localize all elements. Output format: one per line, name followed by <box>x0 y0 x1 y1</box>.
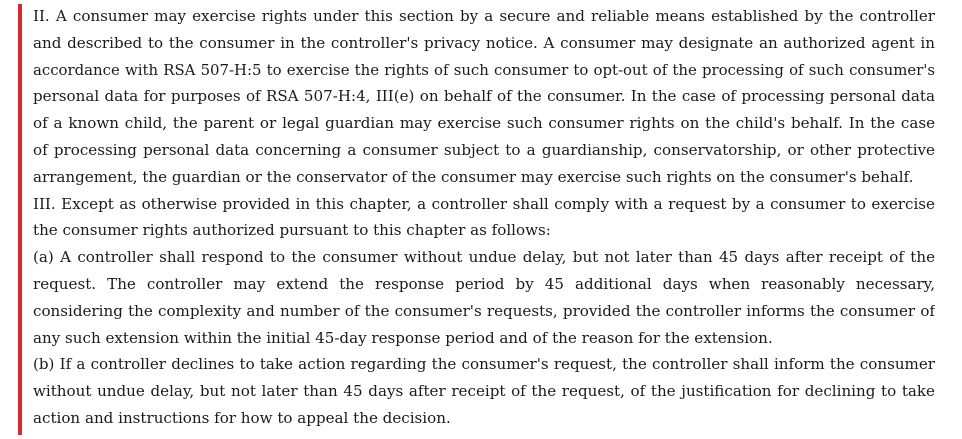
text-line: without undue delay, but not later than 45 days after receipt of the request, of the justification for declining to take <box>33 382 935 401</box>
paragraph-section-iii <box>33 191 935 245</box>
text-line: (b) If a controller declines to take action regarding the consumer's request, the controller shall inform the consumer <box>33 355 935 374</box>
paragraph-section-ii <box>33 3 935 191</box>
text-line: (a) A controller shall respond to the consumer without undue delay, but not later than 45 days after receipt of the <box>33 248 935 267</box>
text-line: accordance with RSA 507-H:5 to exercise the rights of such consumer to opt-out of the processing of such consumer's <box>33 60 935 79</box>
text-line: arrangement, the guardian or the conservator of the consumer may exercise such rights on the consumer's behalf. <box>33 167 914 186</box>
text-line: II. A consumer may exercise rights under this section by a secure and reliable means established by the controller <box>33 7 935 25</box>
paragraph-item-b <box>33 351 935 431</box>
text-line: any such extension within the initial 45-day response period and of the reason for the extension. <box>33 328 773 347</box>
text-line: and described to the consumer in the controller's privacy notice. A consumer may designate an authorized agent in <box>33 33 935 52</box>
change-margin-bar <box>18 4 22 435</box>
text-line: the consumer rights authorized pursuant to this chapter as follows: <box>33 221 551 240</box>
text-line: of a known child, the parent or legal guardian may exercise such consumer rights on the child's behalf. In the case <box>33 114 935 133</box>
text-line: action and instructions for how to appeal the decision. <box>33 408 451 427</box>
text-line: personal data for purposes of RSA 507-H:4, III(e) on behalf of the consumer. In the case of processing personal data <box>33 87 935 106</box>
statute-text <box>33 3 935 432</box>
text-line: considering the complexity and number of the consumer's requests, provided the controller informs the consumer of <box>33 301 935 320</box>
text-line: of processing personal data concerning a consumer subject to a guardianship, conservatorship, or other protective <box>33 140 935 159</box>
text-line: request. The controller may extend the response period by 45 additional days when reasonably necessary, <box>33 274 935 293</box>
text-line: III. Except as otherwise provided in this chapter, a controller shall comply with a request by a consumer to exercise <box>33 194 935 213</box>
paragraph-item-a <box>33 244 935 351</box>
